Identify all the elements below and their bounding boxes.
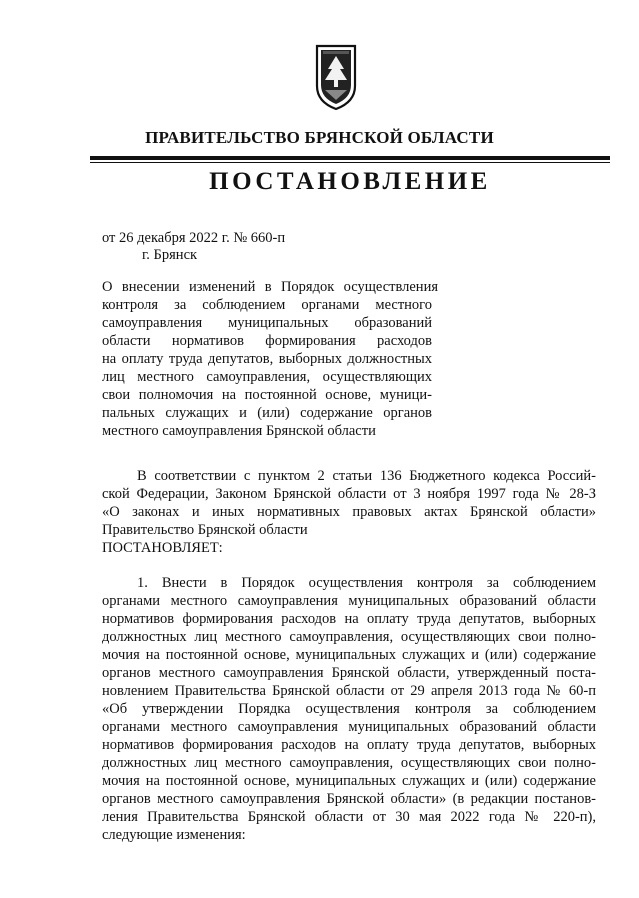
header-rule-thick [90, 156, 610, 160]
preamble-line: В соответствии с пунктом 2 статьи 136 Бюджетного кодекса Россий- [137, 468, 596, 484]
city-label: г. Брянск [142, 247, 198, 263]
item1-line: должностных лиц местного самоуправления, осуществляющих свои полно- [102, 755, 596, 771]
subject-line: области нормативов формирования расходов [102, 333, 432, 349]
subject-line: местного самоуправления Брянской области [102, 423, 376, 439]
coat-of-arms-icon [313, 42, 359, 112]
header-rule-thin [90, 162, 610, 163]
item1-line: органов местного самоуправления Брянской области, утвержденный поста- [102, 665, 596, 681]
decree-keyword: ПОСТАНОВЛЯЕТ: [102, 540, 223, 556]
item1-line: ления Правительства Брянской области от 30 мая 2022 года № 220-п), [102, 809, 596, 825]
document-type-title: ПОСТАНОВЛЕНИЕ [209, 168, 491, 195]
item1-line: нормативов формирования расходов на оплату труда депутатов, выборных [102, 611, 596, 627]
subject-line: самоуправления муниципальных образований [102, 315, 432, 331]
subject-line: на оплату труда депутатов, выборных должностных [102, 351, 432, 367]
item1-line: органами местного самоуправления муниципальных образований области [102, 593, 596, 609]
item1-line: нормативов формирования расходов на оплату труда депутатов, выборных [102, 737, 596, 753]
item1-line: мочия на постоянной основе, муниципальных служащих и (или) содержание [102, 647, 596, 663]
item1-line: новлением Правительства Брянской области от 29 апреля 2013 года № 60-п [102, 683, 596, 699]
preamble-line: «О законах и иных нормативных правовых актах Брянской области» [102, 504, 596, 520]
preamble-line: ской Федерации, Законом Брянской области от 3 ноября 1997 года № 28-З [102, 486, 596, 502]
subject-line: свои полномочия на постоянной основе, муници- [102, 387, 432, 403]
item1-line: должностных лиц местного самоуправления, осуществляющих свои полно- [102, 629, 596, 645]
subject-line: контроля за соблюдением органами местного [102, 297, 432, 313]
subject-line: лиц местного самоуправления, осуществляющих [102, 369, 432, 385]
item1-line: органами местного самоуправления муниципальных образований области [102, 719, 596, 735]
item1-line: 1. Внести в Порядок осуществления контроля за соблюдением [137, 575, 596, 591]
item1-line: следующие изменения: [102, 827, 246, 843]
item1-line: «Об утверждении Порядка осуществления контроля за соблюдением [102, 701, 596, 717]
government-title: ПРАВИТЕЛЬСТВО БРЯНСКОЙ ОБЛАСТИ [145, 128, 494, 147]
subject-line: пальных служащих и (или) содержание органов [102, 405, 432, 421]
item1-line: органов местного самоуправления Брянской области» (в редакции постанов- [102, 791, 596, 807]
date-number-line: от 26 декабря 2022 г. № 660-п [102, 230, 286, 246]
item1-line: мочия на постоянной основе, муниципальных служащих и (или) содержание [102, 773, 596, 789]
preamble-line: Правительство Брянской области [102, 522, 308, 538]
subject-line: О внесении изменений в Порядок осуществления [102, 279, 438, 295]
